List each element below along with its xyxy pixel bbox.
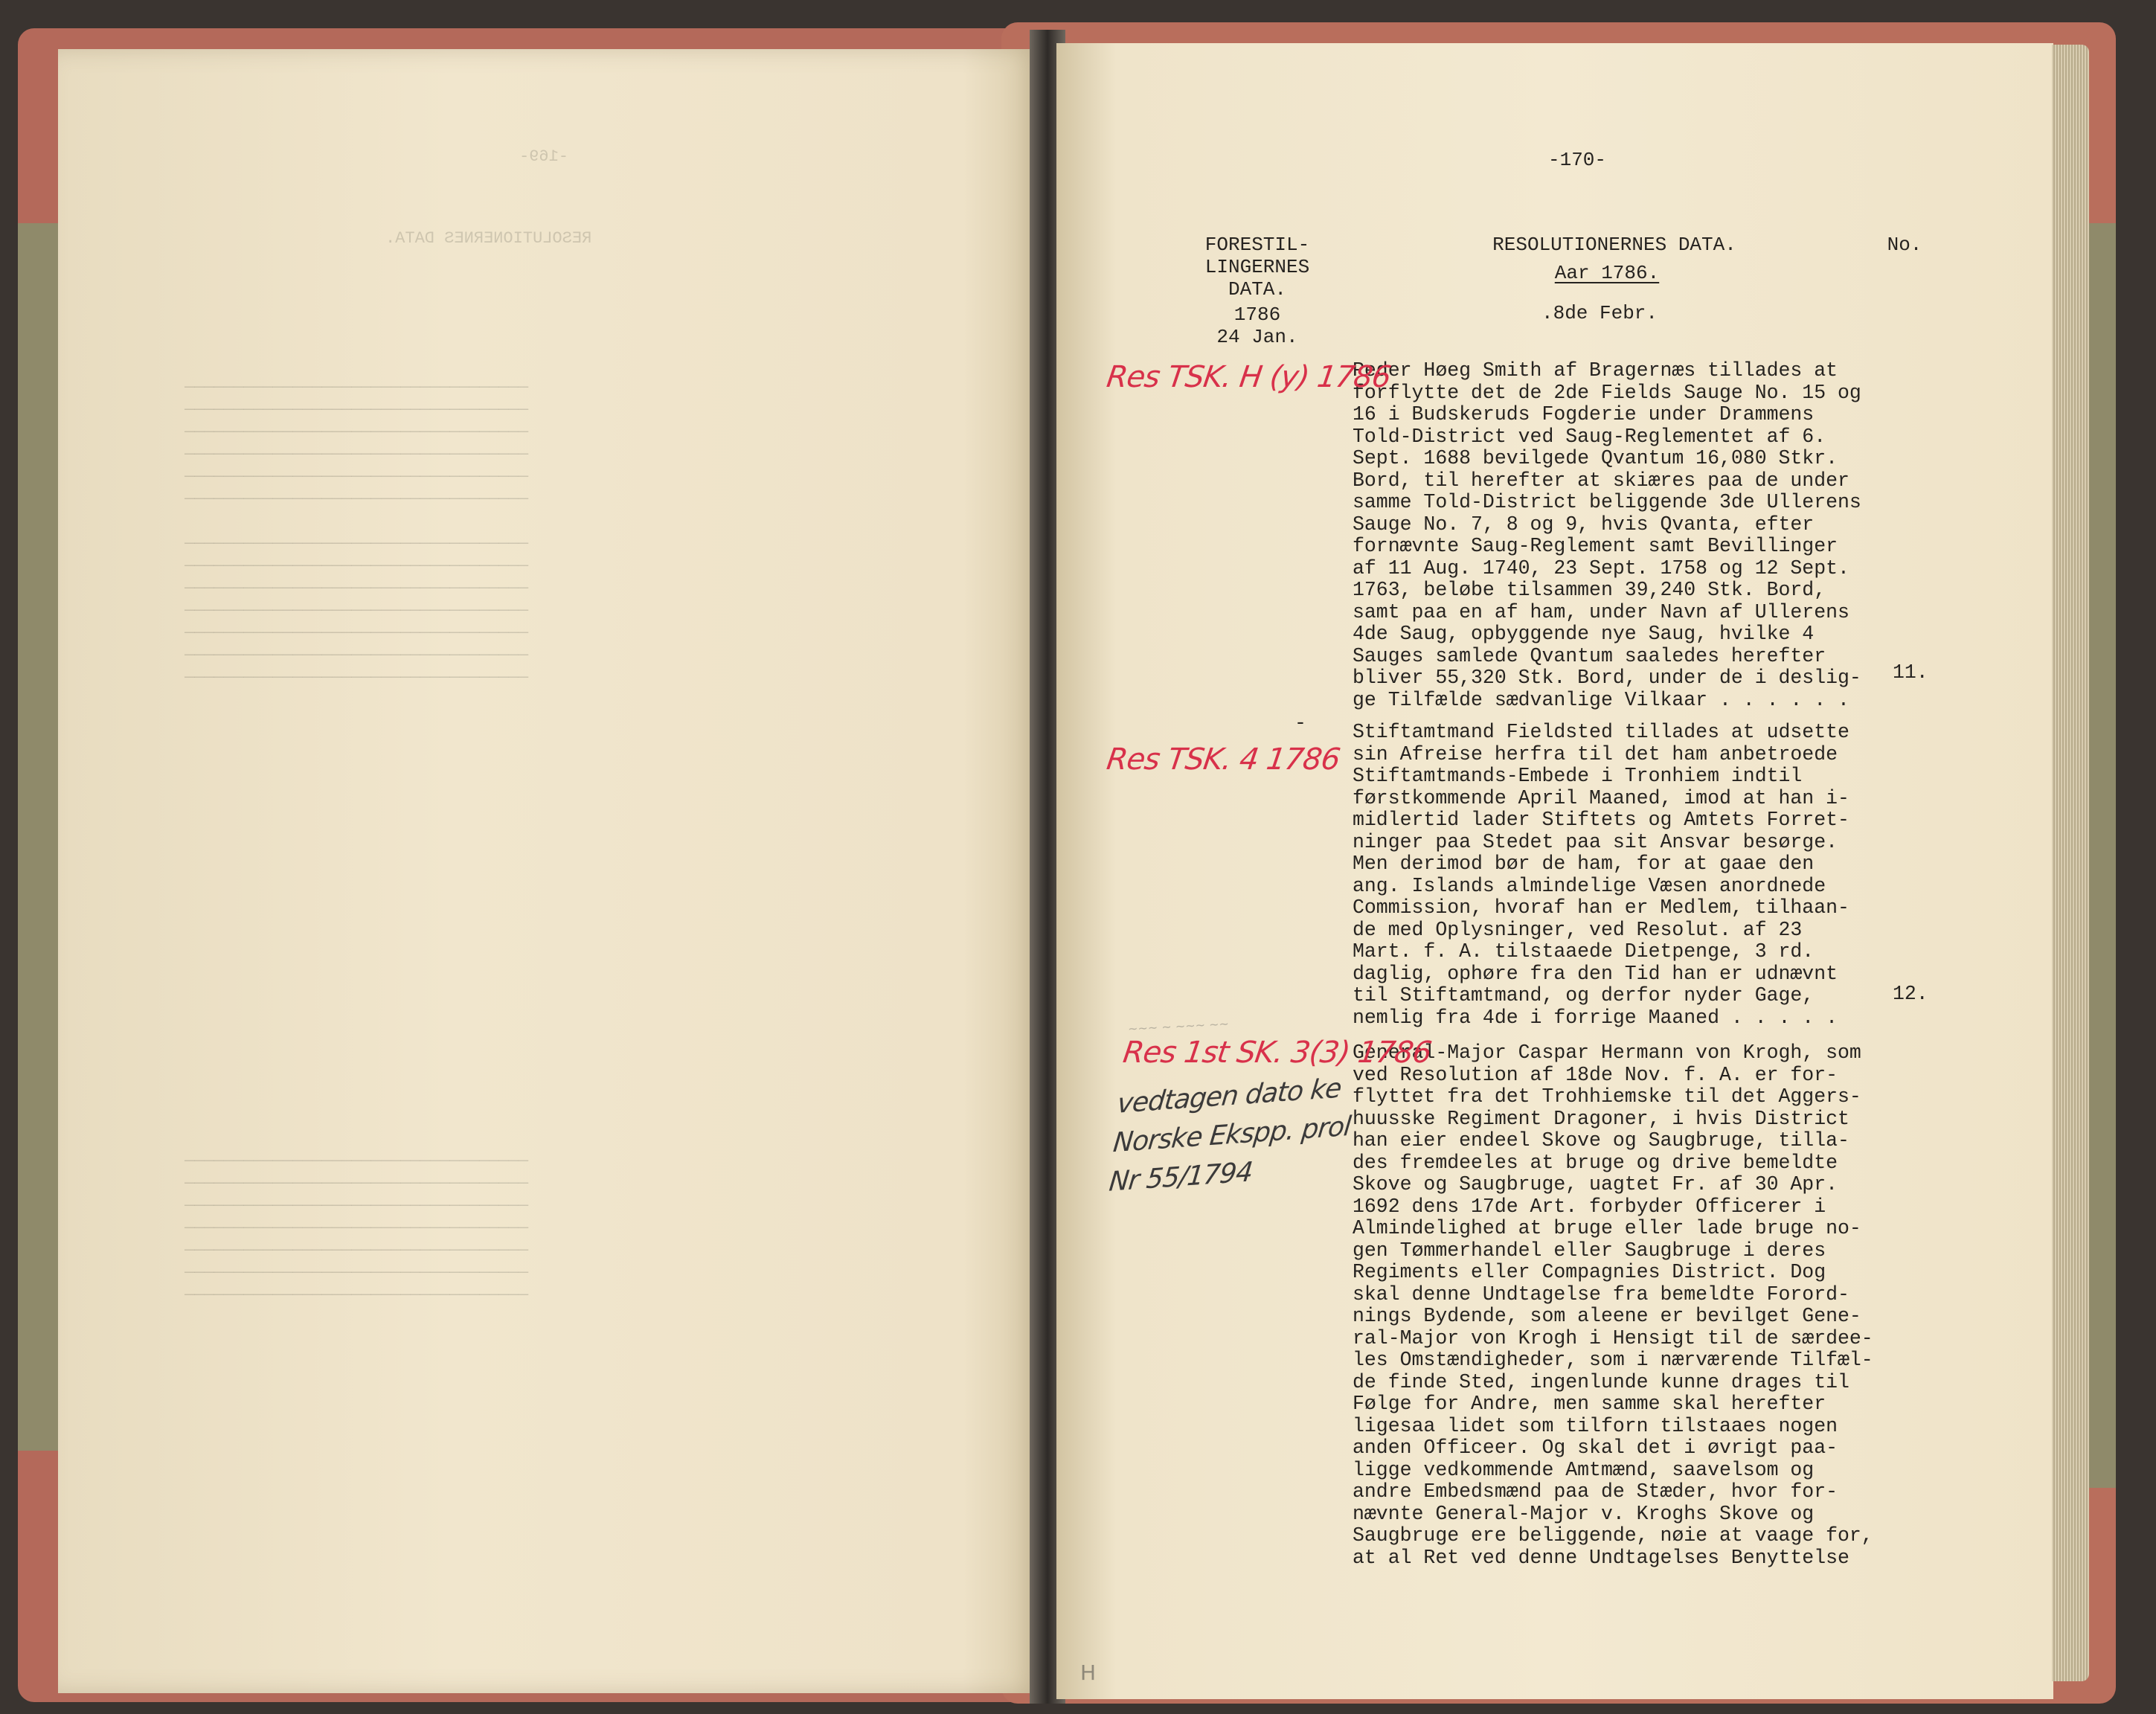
red-annotation-2: Res TSK. 4 1786 bbox=[1104, 742, 1342, 777]
header-year: Aar 1786. bbox=[1554, 262, 1660, 284]
left-page bbox=[58, 49, 1042, 1693]
margin-dash: - bbox=[1294, 712, 1306, 734]
forestilling-date: 1786 24 Jan. bbox=[1216, 304, 1298, 348]
pencil-note: vedtagen dato ke Norske Ekspp. prol Nr 55/1794 bbox=[1107, 1073, 1353, 1198]
left-page-bleed-header: RESOLUTIONERNES DATA. bbox=[385, 229, 592, 248]
entry-text-2: Stiftamtmand Fieldsted tillades at udsette sin Afreise herfra til det ham anbetroede Stiftamtmands-Embede i Tronhiem indtil førstkommende April Maaned, imod at han i- midlertid lader Stiftets og Amtets Forret- ninger paa Stedet paa sit Ansvar besørge. Men derimod bør de ham, for at gaae den ang. Islands almindelige Væsen anordnede Commission, hvoraf han er Medlem, tilhaan- de med Oplysninger, ved Resolut. af 23 Mart. f. A. tilstaaede Dietpenge, 3 rd. daglig, ophøre fra den Tid han er udnævnt til Stiftamtmand, og derfor nyder Gage, nemlig fra 4de i forrige Maaned . . . . . bbox=[1353, 721, 1849, 1029]
page-number: -170- bbox=[1547, 149, 1606, 171]
red-annotation-1: Res TSK. H (y) 1786 bbox=[1104, 360, 1393, 394]
faint-pencil-scribble: ~~~ ~ ~~~ ~~ bbox=[1127, 1016, 1230, 1036]
left-page-bleed-text-2: ——————————————————————————————————— ——————————————————————————————————— ——————————————————————————————————— ——————————————————————————————————— ——————————————————————————————————— ——————————————————————————————————— ——————————————————————————————————— bbox=[185, 1152, 529, 1304]
entry-text-1: Peder Høeg Smith af Bragernæs tillades at forflytte det de 2de Fields Sauge No. 15 og 16 i Budskeruds Fogderie under Drammens Told-District ved Saug-Reglementet af 6. Sept. 1688 bevilgede Qvantum 16,080 Stkr. Bord, til herefter at skiæres paa de under samme Told-District beliggende 3de Ullerens Sauge No. 7, 8 og 9, hvis Qvanta, efter fornævnte Saug-Reglement samt Bevillinger af 11 Aug. 1740, 23 Sept. 1758 og 12 Sept. 1763, beløbe tilsammen 39,240 Stk. Bord, samt paa en af ham, under Navn af Ullerens 4de Saug, opbyggende nye Saug, hvilke 4 Sauges samlede Qvantum saaledes herefter bliver 55,320 Stk. Bord, under de i deslig- ge Tilfælde sædvanlige Vilkaar . . . . . . bbox=[1353, 359, 1861, 711]
left-page-bleed-text: ——————————————————————————————————— ——————————————————————————————————— ——————————————————————————————————— ——————————————————————————————————— ——————————————————————————————————— ——————————————————————————————————— ——————————————————————————————————— ——————————————————————————————————— ——————————————————————————————————— ——————————————————————————————————— ——————————————————————————————————— ——————————————————————————————————— ——————————————————————————————————— bbox=[185, 378, 529, 687]
entry-number-2: 12. bbox=[1893, 983, 1928, 1005]
entry-text-3: General-Major Caspar Hermann von Krogh, som ved Resolution af 18de Nov. f. A. er for- flyttet fra det Trohhiemske til det Aggers- huusske Regiment Dragoner, i hvis District han eier endeel Skove og Saugbruge, tilla- des fremdeeles at bruge og drive bemeldte Skove og Saugbruge, uagtet Fr. af 30 Apr. 1692 dens 17de Art. forbyder Officerer i Almindelighed at bruge eller lade bruge no- gen Tømmerhandel eller Saugbruge i deres Regiments eller Compagnies District. Dog skal denne Undtagelse fra bemeldte Forord- nings Bydende, som aleene er bevilget Gene- ral-Major von Krogh i Hensigt til de særdee- les Omstændigheder, som i nærværende Tilfæl- de finde Sted, ingenlunde kunne drages til Følge for Andre, men samme skal herefter ligesaa lidet som tilforn tilstaaes nogen anden Officeer. Og skal det i øvrigt paa- ligge vedkommende Amtmænd, saavelsom og andre Embedsmænd paa de Stæder, hvor for- nævnte General-Major v. Kroghs Skove og Saugbruge ere beliggende, nøie at vaage for, at al Ret ved denne Undtagelses Benyttelse bbox=[1353, 1041, 1873, 1569]
header-number: No. bbox=[1887, 234, 1922, 256]
red-annotation-3: Res 1st SK. 3(3) 1786 bbox=[1120, 1036, 1434, 1070]
resolution-date: .8de Febr. bbox=[1541, 302, 1658, 324]
header-forestillingernes-data: FORESTIL- LINGERNES DATA. bbox=[1204, 234, 1310, 301]
spine-cloth-left bbox=[18, 223, 62, 1451]
left-page-bleed-number: -169- bbox=[519, 147, 569, 166]
gutter-mark: H bbox=[1080, 1660, 1097, 1685]
page-edges bbox=[2052, 45, 2089, 1681]
entry-number-1: 11. bbox=[1893, 661, 1928, 684]
header-resolutionernes-data: RESOLUTIONERNES DATA. bbox=[1492, 234, 1736, 256]
